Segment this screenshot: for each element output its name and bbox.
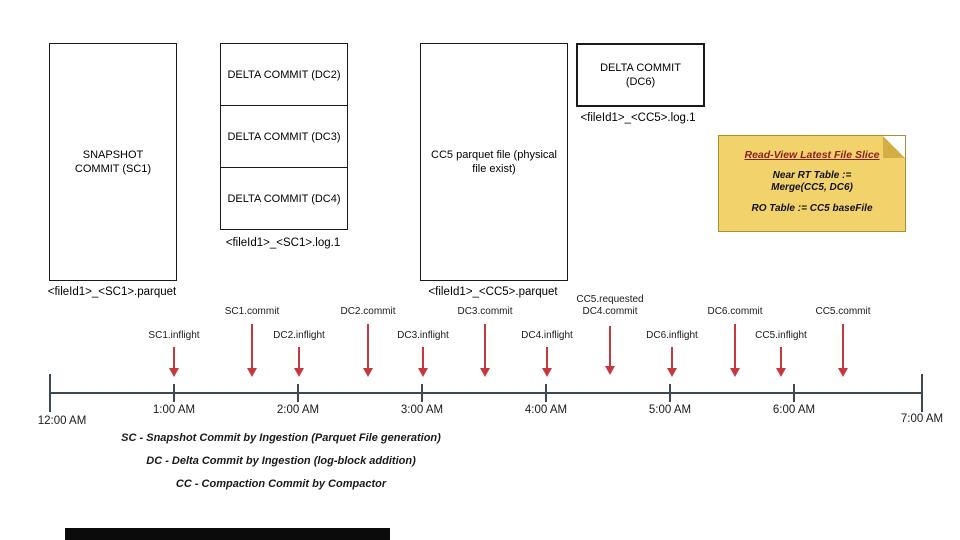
delta-commit-dc3-cell: DELTA COMMIT (DC3)	[221, 105, 347, 167]
delta-commit-dc4-cell: DELTA COMMIT (DC4)	[221, 167, 347, 229]
down-arrow-icon	[605, 326, 615, 375]
timeline-tick-5am	[669, 384, 671, 402]
event-label: DC6.commit	[707, 306, 763, 317]
event-label: CC5.commit	[815, 306, 871, 317]
note-ro-table-line: RO Table := CC5 baseFile	[751, 203, 873, 214]
black-redaction-bar	[65, 528, 390, 540]
event-label: DC4.inflight	[521, 330, 573, 341]
event-label: DC2.commit	[340, 306, 396, 317]
sc1-parquet-file-label: <fileId1>_<SC1>.parquet	[47, 286, 177, 298]
timeline-axis	[50, 392, 922, 394]
cc5-parquet-box	[420, 43, 568, 281]
cc5-parquet-file-label: <fileId1>_<CC5>.parquet	[428, 286, 558, 298]
hour-label-1am: 1:00 AM	[152, 404, 196, 416]
down-arrow-icon	[169, 347, 179, 377]
event-cc5-commit	[797, 306, 889, 377]
legend	[0, 432, 562, 501]
down-arrow-icon	[480, 324, 490, 377]
hour-label-12am: 12:00 AM	[37, 415, 87, 427]
timeline-tick-2am	[297, 384, 299, 402]
hour-label-5am: 5:00 AM	[648, 404, 692, 416]
event-label: SC1.commit	[224, 306, 280, 317]
event-label: CC5.inflight	[755, 330, 807, 341]
event-label: DC3.commit	[457, 306, 513, 317]
event-label: DC6.inflight	[646, 330, 698, 341]
sc1-log-file-label: <fileId1>_<SC1>.log.1	[225, 237, 341, 249]
down-arrow-icon	[418, 347, 428, 377]
delta-commit-dc6-box	[576, 43, 705, 107]
down-arrow-icon	[838, 324, 848, 377]
snapshot-commit-box	[49, 43, 177, 281]
hour-label-4am: 4:00 AM	[524, 404, 568, 416]
legend-sc-line: SC - Snapshot Commit by Ingestion (Parquet File generation)	[121, 432, 441, 444]
hour-label-3am: 3:00 AM	[400, 404, 444, 416]
timeline-tick-3am	[421, 384, 423, 402]
delta-commit-dc6-label: DELTA COMMIT (DC6)	[600, 62, 681, 88]
hour-label-2am: 2:00 AM	[276, 404, 320, 416]
legend-dc-line: DC - Delta Commit by Ingestion (log-block addition)	[146, 455, 416, 467]
down-arrow-icon	[294, 347, 304, 377]
note-title: Read-View Latest File Slice	[744, 149, 880, 161]
cc5-log-file-label: <fileId1>_<CC5>.log.1	[580, 112, 696, 124]
hour-label-6am: 6:00 AM	[772, 404, 816, 416]
read-view-sticky-note	[718, 135, 906, 232]
note-fold-corner-icon	[883, 136, 905, 158]
down-arrow-icon	[667, 347, 677, 377]
timeline-end-tick	[921, 374, 923, 412]
event-label: CC5.requested DC4.commit	[576, 294, 644, 317]
note-merge-line: Merge(CC5, DC6)	[771, 182, 853, 193]
timeline-start-tick	[49, 374, 51, 412]
note-near-rt-line: Near RT Table :=	[772, 170, 852, 181]
snapshot-commit-label: SNAPSHOT COMMIT (SC1)	[74, 149, 152, 175]
down-arrow-icon	[542, 347, 552, 377]
timeline-tick-1am	[173, 384, 175, 402]
event-label: SC1.inflight	[148, 330, 200, 341]
event-label: DC2.inflight	[273, 330, 325, 341]
hour-label-7am: 7:00 AM	[900, 413, 944, 425]
down-arrow-icon	[776, 347, 786, 377]
delta-commit-stack	[220, 43, 348, 230]
legend-cc-line: CC - Compaction Commit by Compactor	[175, 478, 387, 490]
event-label: DC3.inflight	[397, 330, 449, 341]
timeline-tick-6am	[793, 384, 795, 402]
down-arrow-icon	[363, 324, 373, 377]
timeline-tick-4am	[545, 384, 547, 402]
delta-commit-dc2-cell: DELTA COMMIT (DC2)	[227, 68, 341, 81]
cc5-parquet-label: CC5 parquet file (physical file exist)	[431, 149, 557, 175]
